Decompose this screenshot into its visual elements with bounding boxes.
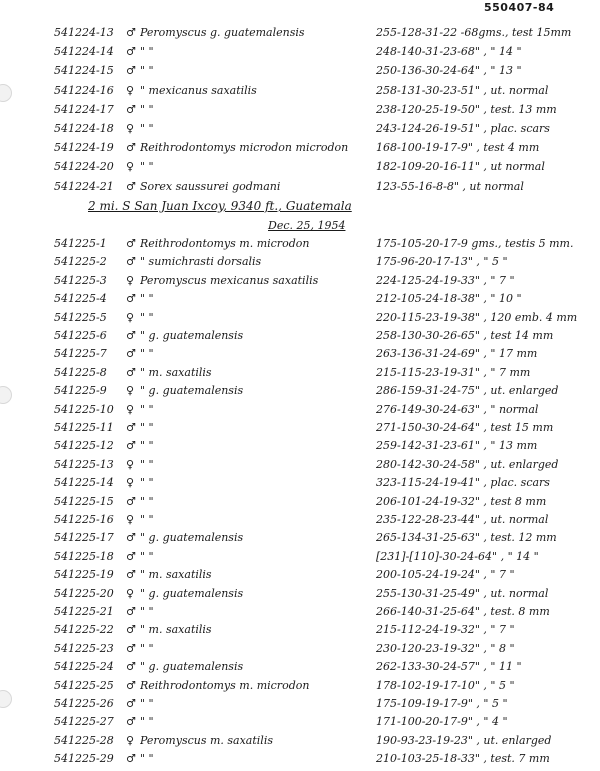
catalog-number: 541225-3 <box>54 273 107 287</box>
catalog-number: 541225-29 <box>54 752 114 766</box>
catalog-number: 541225-7 <box>54 347 107 361</box>
catalog-number: 541224-18 <box>54 122 114 135</box>
measurements: 210-103-25-18-33" , test. 7 mm <box>376 752 550 766</box>
catalog-number: 541225-22 <box>54 623 114 637</box>
species-name: " " <box>140 347 154 361</box>
catalog-number: 541224-14 <box>54 45 114 59</box>
species-name: " g. guatemalensis <box>140 384 244 398</box>
catalog-entry <box>0 623 600 642</box>
sex-symbol: ♂ <box>126 494 136 508</box>
measurements: 168-100-19-17-9" , test 4 mm <box>376 141 540 155</box>
measurements: 243-124-26-19-51" , plac. scars <box>376 122 550 135</box>
catalog-number: 541225-1 <box>54 237 107 250</box>
measurements: 323-115-24-19-41" , plac. scars <box>376 476 550 490</box>
species-name: " g. guatemalensis <box>140 586 244 600</box>
catalog-entry <box>0 122 600 141</box>
catalog-entry <box>0 660 600 679</box>
catalog-entry <box>0 734 600 753</box>
species-name: " g. guatemalensis <box>140 329 244 342</box>
catalog-entry <box>0 403 600 422</box>
sex-symbol: ♂ <box>126 641 136 655</box>
species-name: " " <box>140 160 154 174</box>
sex-symbol: ♂ <box>126 678 136 692</box>
sex-symbol: ♂ <box>126 531 136 545</box>
measurements: 250-136-30-24-64" , " 13 " <box>376 64 522 78</box>
measurements: 224-125-24-19-33" , " 7 " <box>376 273 515 287</box>
species-name: " " <box>140 64 154 78</box>
measurements: 276-149-30-24-63" , " normal <box>376 402 539 416</box>
locality-heading: 2 mi. S San Juan Ixcoy, 9340 ft., Guatemala <box>88 199 352 213</box>
species-name: " " <box>140 605 154 618</box>
sex-symbol: ♂ <box>126 292 136 306</box>
species-name: " m. saxatilis <box>140 568 212 582</box>
species-name: " " <box>140 697 154 710</box>
measurements: 123-55-16-8-8" , ut normal <box>376 179 524 193</box>
species-name: " g. guatemalensis <box>140 660 244 674</box>
catalog-number: 541225-10 <box>54 402 114 416</box>
catalog-number: 541225-6 <box>54 329 107 342</box>
sex-symbol: ♂ <box>126 64 136 78</box>
catalog-entry <box>0 679 600 698</box>
species-name: " " <box>140 122 154 135</box>
species-name: " mexicanus saxatilis <box>140 83 257 97</box>
catalog-number: 541225-23 <box>54 641 114 655</box>
catalog-entry <box>0 103 600 122</box>
species-name: " " <box>140 45 154 59</box>
measurements: 215-112-24-19-32" , " 7 " <box>376 623 515 637</box>
sex-symbol: ♀ <box>126 513 135 526</box>
sex-symbol: ♂ <box>126 347 136 361</box>
species-name: " " <box>140 513 154 526</box>
species-name: " " <box>140 292 154 306</box>
species-name: " " <box>140 752 154 766</box>
catalog-entry <box>0 45 600 64</box>
sex-symbol: ♀ <box>126 476 135 490</box>
measurements: 271-150-30-24-64" , test 15 mm <box>376 421 554 434</box>
species-name: " " <box>140 421 154 434</box>
sex-symbol: ♂ <box>126 255 136 269</box>
catalog-number: 541225-28 <box>54 733 114 747</box>
catalog-number: 541225-18 <box>54 549 114 563</box>
species-name: " sumichrasti dorsalis <box>140 255 262 269</box>
catalog-number: 541225-12 <box>54 439 114 453</box>
sex-symbol: ♂ <box>126 660 136 674</box>
sex-symbol: ♀ <box>126 122 135 135</box>
catalog-number: 541225-19 <box>54 568 114 582</box>
measurements: 258-131-30-23-51" , ut. normal <box>376 83 549 97</box>
measurements: 200-105-24-19-24" , " 7 " <box>376 568 515 582</box>
measurements: 175-105-20-17-9 gms., testis 5 mm. <box>376 237 574 250</box>
catalog-number: 541225-4 <box>54 292 107 306</box>
sex-symbol: ♀ <box>126 310 135 324</box>
catalog-entry <box>0 141 600 160</box>
species-name: " " <box>140 402 154 416</box>
catalog-number: 541224-21 <box>54 179 114 193</box>
measurements: 212-105-24-18-38" , " 10 " <box>376 292 522 306</box>
catalog-entry <box>0 84 600 103</box>
sex-symbol: ♀ <box>126 384 135 398</box>
species-name: " " <box>140 457 154 471</box>
catalog-number: 541225-24 <box>54 660 114 674</box>
species-name: " m. saxatilis <box>140 623 212 637</box>
catalog-entry <box>0 697 600 716</box>
sex-symbol: ♂ <box>126 715 136 729</box>
measurements: 171-100-20-17-9" , " 4 " <box>376 715 508 729</box>
species-name: " " <box>140 715 154 729</box>
catalog-number: 541224-15 <box>54 64 114 78</box>
measurements: 280-142-30-24-58" , ut. enlarged <box>376 457 559 471</box>
measurements: 206-101-24-19-32" , test 8 mm <box>376 494 547 508</box>
catalog-number: 541224-20 <box>54 160 114 174</box>
species-name: " " <box>140 549 154 563</box>
catalog-entry <box>0 513 600 532</box>
measurements: 258-130-30-26-65" , test 14 mm <box>376 329 554 342</box>
species-name: Reithrodontomys m. microdon <box>140 678 310 692</box>
catalog-entry <box>0 26 600 45</box>
sex-symbol: ♀ <box>126 457 135 471</box>
catalog-number: 541224-19 <box>54 141 114 155</box>
species-name: " " <box>140 310 154 324</box>
catalog-entry <box>0 292 600 311</box>
catalog-entry <box>0 384 600 403</box>
catalog-number: 541225-26 <box>54 697 114 710</box>
catalog-number: 541225-13 <box>54 457 114 471</box>
catalog-entry <box>0 495 600 514</box>
catalog-entry <box>0 64 600 83</box>
species-name: Sorex saussurei godmani <box>140 179 281 193</box>
measurements: 230-120-23-19-32" , " 8 " <box>376 641 515 655</box>
catalog-entry <box>0 160 600 179</box>
catalog-entry <box>0 605 600 624</box>
catalog-number: 541225-27 <box>54 715 114 729</box>
catalog-entry <box>0 366 600 385</box>
species-name: Reithrodontomys m. microdon <box>140 237 310 250</box>
measurements: 263-136-31-24-69" , " 17 mm <box>376 347 538 361</box>
catalog-entry <box>0 531 600 550</box>
catalog-number: 541224-17 <box>54 102 114 116</box>
catalog-entry <box>0 255 600 274</box>
sex-symbol: ♀ <box>126 402 135 416</box>
catalog-entry <box>0 329 600 348</box>
sex-symbol: ♂ <box>126 549 136 563</box>
catalog-entry <box>0 439 600 458</box>
catalog-number: 541225-16 <box>54 513 114 526</box>
sheet-id: 550407-84 <box>484 1 555 14</box>
catalog-number: 541225-14 <box>54 476 114 490</box>
measurements: 266-140-31-25-64" , test. 8 mm <box>376 605 550 618</box>
catalog-entry <box>0 587 600 606</box>
catalog-entry <box>0 476 600 495</box>
measurements: 255-130-31-25-49" , ut. normal <box>376 586 549 600</box>
catalog-number: 541225-20 <box>54 586 114 600</box>
measurements: 259-142-31-23-61" , " 13 mm <box>376 439 538 453</box>
species-name: " g. guatemalensis <box>140 531 244 545</box>
species-name: " " <box>140 476 154 490</box>
species-name: " " <box>140 439 154 453</box>
catalog-number: 541225-5 <box>54 310 107 324</box>
measurements: 215-115-23-19-31" , " 7 mm <box>376 365 531 379</box>
measurements: 265-134-31-25-63" , test. 12 mm <box>376 531 557 545</box>
sex-symbol: ♀ <box>126 273 135 287</box>
catalog-number: 541224-16 <box>54 83 114 97</box>
catalog-number: 541225-15 <box>54 494 114 508</box>
measurements: 235-122-28-23-44" , ut. normal <box>376 513 549 526</box>
measurements: 175-109-19-17-9" , " 5 " <box>376 697 508 710</box>
measurements: 190-93-23-19-23" , ut. enlarged <box>376 733 552 747</box>
species-name: " " <box>140 102 154 116</box>
measurements: 286-159-31-24-75" , ut. enlarged <box>376 384 559 398</box>
catalog-entry <box>0 311 600 330</box>
sex-symbol: ♂ <box>126 45 136 59</box>
sex-symbol: ♂ <box>126 568 136 582</box>
catalog-number: 541224-13 <box>54 26 114 39</box>
catalog-entry <box>0 715 600 734</box>
catalog-number: 541225-21 <box>54 605 114 618</box>
measurements: 248-140-31-23-68" , " 14 " <box>376 45 522 59</box>
catalog-entry <box>0 568 600 587</box>
species-name: Peromyscus mexicanus saxatilis <box>140 273 319 287</box>
sex-symbol: ♂ <box>126 102 136 116</box>
catalog-entry <box>0 421 600 440</box>
catalog-number: 541225-2 <box>54 255 107 269</box>
sex-symbol: ♂ <box>126 26 136 39</box>
catalog-number: 541225-9 <box>54 384 107 398</box>
measurements: 178-102-19-17-10" , " 5 " <box>376 678 515 692</box>
catalog-entry <box>0 458 600 477</box>
sex-symbol: ♂ <box>126 623 136 637</box>
catalog-entry <box>0 274 600 293</box>
catalog-entry <box>0 752 600 771</box>
sex-symbol: ♀ <box>126 733 135 747</box>
sex-symbol: ♂ <box>126 421 136 434</box>
measurements: 182-109-20-16-11" , ut normal <box>376 160 545 174</box>
sex-symbol: ♂ <box>126 439 136 453</box>
species-name: Peromyscus g. guatemalensis <box>140 26 305 39</box>
sex-symbol: ♂ <box>126 605 136 618</box>
catalog-number: 541225-17 <box>54 531 114 545</box>
sex-symbol: ♀ <box>126 160 135 174</box>
measurements: 175-96-20-17-13" , " 5 " <box>376 255 508 269</box>
measurements: [231]-[110]-30-24-64" , " 14 " <box>376 549 539 563</box>
species-name: " " <box>140 494 154 508</box>
measurements: 220-115-23-19-38" , 120 emb. 4 mm <box>376 310 578 324</box>
sex-symbol: ♂ <box>126 752 136 766</box>
catalog-entry <box>0 347 600 366</box>
catalog-entry <box>0 642 600 661</box>
sex-symbol: ♂ <box>126 329 136 342</box>
sex-symbol: ♂ <box>126 697 136 710</box>
sex-symbol: ♀ <box>126 586 135 600</box>
catalog-number: 541225-25 <box>54 678 114 692</box>
catalog-number: 541225-11 <box>54 421 114 434</box>
species-name: Peromyscus m. saxatilis <box>140 733 273 747</box>
catalog-entry <box>0 180 600 199</box>
species-name: " m. saxatilis <box>140 365 212 379</box>
sex-symbol: ♂ <box>126 365 136 379</box>
measurements: 255-128-31-22 -68gms., test 15mm <box>376 26 572 39</box>
catalog-entry <box>0 237 600 256</box>
catalog-number: 541225-8 <box>54 365 107 379</box>
sex-symbol: ♂ <box>126 141 136 155</box>
species-name: Reithrodontomys microdon microdon <box>140 141 349 155</box>
measurements: 262-133-30-24-57" , " 11 " <box>376 660 522 674</box>
measurements: 238-120-25-19-50" , test. 13 mm <box>376 102 557 116</box>
sex-symbol: ♂ <box>126 179 136 193</box>
sex-symbol: ♀ <box>126 83 135 97</box>
catalog-entry <box>0 550 600 569</box>
species-name: " " <box>140 641 154 655</box>
collection-date: Dec. 25, 1954 <box>268 219 346 232</box>
sex-symbol: ♂ <box>126 237 136 250</box>
